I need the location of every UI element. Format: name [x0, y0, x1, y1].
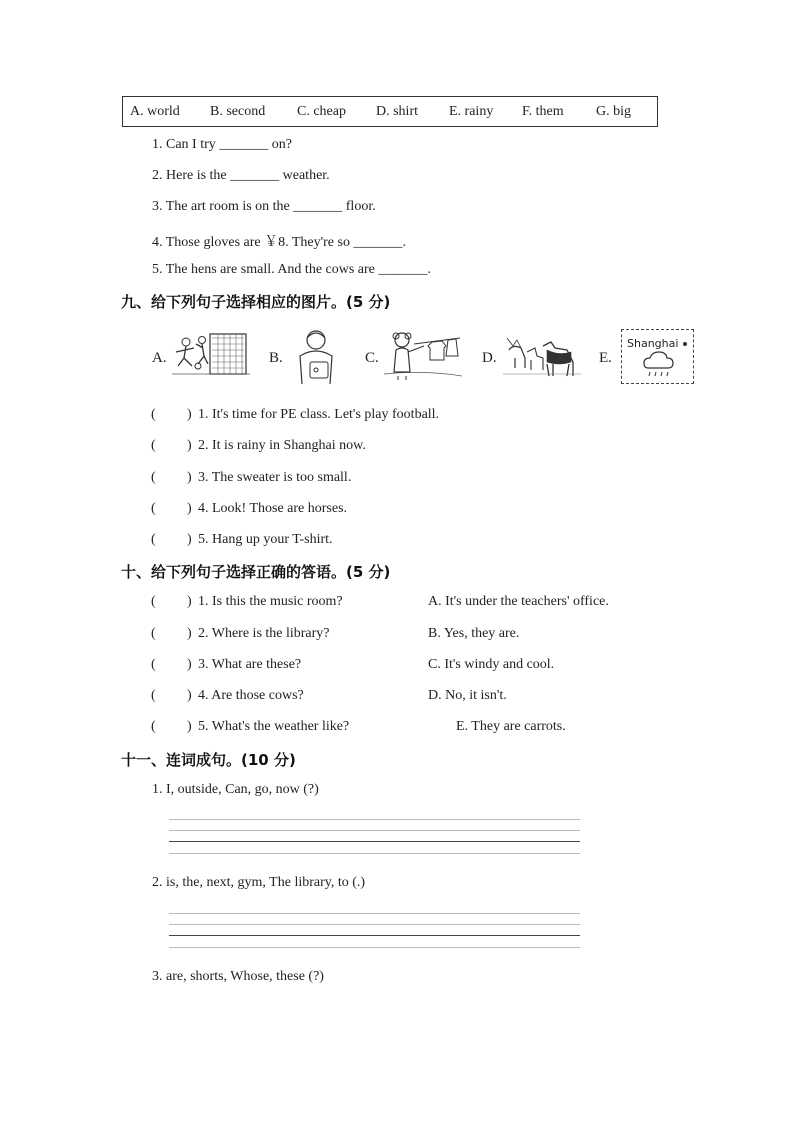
scrambled-words: 3. are, shorts, Whose, these (?): [152, 969, 324, 984]
answer-paren-close: ): [187, 594, 192, 609]
writing-line: [169, 924, 580, 925]
answer-option: D. No, it isn't.: [428, 688, 507, 703]
question-sentence: 3. What are these?: [198, 657, 302, 672]
word-bank-option: F. them: [522, 104, 564, 119]
answer-paren-close: ): [187, 719, 192, 734]
picture-e-city-label: Shanghai: [627, 337, 679, 350]
word-bank-option: G. big: [596, 104, 631, 119]
fill-blank-sentence: 1. Can I try _______ on?: [152, 137, 292, 152]
word-bank-option: B. second: [210, 104, 266, 119]
question-sentence: 5. What's the weather like?: [198, 719, 350, 734]
answer-paren-open: (: [151, 594, 156, 609]
writing-line: [169, 935, 580, 936]
writing-line: [169, 853, 580, 854]
picture-match-sentence: 4. Look! Those are horses.: [198, 501, 348, 516]
picture-match-sentence: 1. It's time for PE class. Let's play football.: [198, 407, 440, 422]
horses-picture: [503, 334, 581, 380]
answer-paren-close: ): [187, 688, 192, 703]
answer-paren-open: (: [151, 657, 156, 672]
scrambled-words: 2. is, the, next, gym, The library, to (.): [152, 875, 366, 890]
picture-option-label: E.: [599, 350, 612, 366]
answer-paren-open: (: [151, 532, 156, 547]
answer-paren-close: ): [187, 532, 192, 547]
writing-line: [169, 841, 580, 842]
boy-with-sweater-picture: [292, 326, 340, 386]
answer-paren-close: ): [187, 438, 192, 453]
question-sentence: 4. Are those cows?: [198, 688, 304, 703]
answer-paren-open: (: [151, 688, 156, 703]
fill-blank-sentence: 3. The art room is on the _______ floor.: [152, 199, 376, 214]
picture-option-label: D.: [482, 350, 497, 366]
word-bank-box: [122, 96, 658, 127]
writing-line: [169, 913, 580, 914]
answer-paren-open: (: [151, 470, 156, 485]
answer-paren-close: ): [187, 470, 192, 485]
fill-blank-sentence: 4. Those gloves are ￥8. They're so _______.: [152, 235, 406, 250]
picture-option-label: B.: [269, 350, 283, 366]
section-10-heading: 十、给下列句子选择正确的答语。(5 分): [121, 563, 391, 581]
answer-paren-close: ): [187, 657, 192, 672]
scrambled-words: 1. I, outside, Can, go, now (?): [152, 782, 319, 797]
writing-line: [169, 830, 580, 831]
word-bank-option: C. cheap: [297, 104, 346, 119]
answer-paren-open: (: [151, 438, 156, 453]
football-players-picture: [172, 330, 250, 380]
picture-match-sentence: 3. The sweater is too small.: [198, 470, 352, 485]
picture-option-label: A.: [152, 350, 167, 366]
fill-blank-sentence: 5. The hens are small. And the cows are _______.: [152, 262, 431, 277]
word-bank-option: D. shirt: [376, 104, 418, 119]
fill-blank-sentence: 2. Here is the _______ weather.: [152, 168, 330, 183]
picture-match-sentence: 5. Hang up your T-shirt.: [198, 532, 333, 547]
answer-option: E. They are carrots.: [456, 719, 566, 734]
section-11-heading: 十一、连词成句。(10 分): [121, 751, 296, 769]
section-9-heading: 九、给下列句子选择相应的图片。(5 分): [121, 293, 391, 311]
answer-paren-open: (: [151, 626, 156, 641]
question-sentence: 1. Is this the music room?: [198, 594, 343, 609]
answer-option: A. It's under the teachers' office.: [428, 594, 609, 609]
picture-match-sentence: 2. It is rainy in Shanghai now.: [198, 438, 366, 453]
answer-option: C. It's windy and cool.: [428, 657, 555, 672]
word-bank-option: A. world: [130, 104, 180, 119]
shanghai-rainy-weather-picture: [621, 329, 694, 384]
word-bank-option: E. rainy: [449, 104, 494, 119]
writing-line: [169, 947, 580, 948]
picture-option-label: C.: [365, 350, 379, 366]
answer-paren-open: (: [151, 719, 156, 734]
answer-paren-close: ): [187, 407, 192, 422]
writing-line: [169, 819, 580, 820]
answer-paren-close: ): [187, 626, 192, 641]
answer-paren-open: (: [151, 501, 156, 516]
question-sentence: 2. Where is the library?: [198, 626, 330, 641]
girl-hanging-clothes-picture: [384, 330, 462, 382]
answer-paren-open: (: [151, 407, 156, 422]
answer-option: B. Yes, they are.: [428, 626, 520, 641]
answer-paren-close: ): [187, 501, 192, 516]
